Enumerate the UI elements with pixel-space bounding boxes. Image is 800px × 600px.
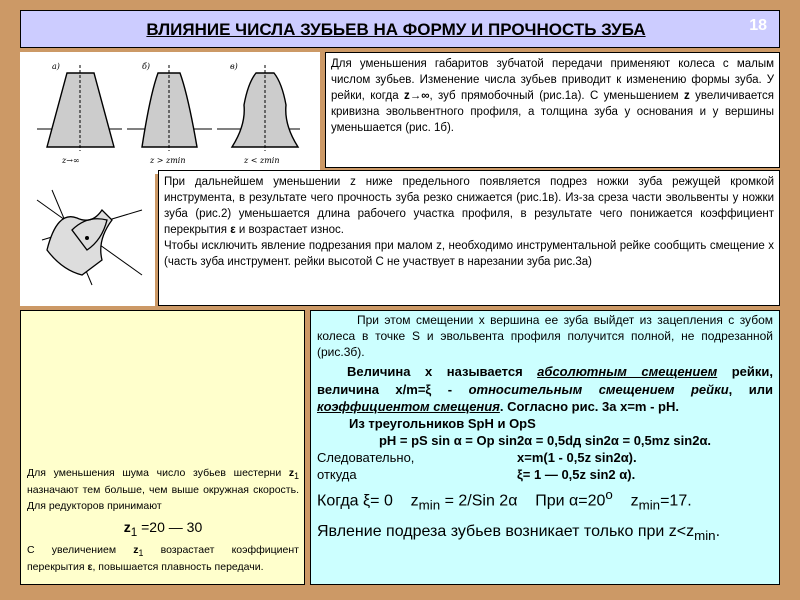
panel3-range-z: z — [123, 518, 131, 535]
panel3-text-2c: , повышается плавность передачи. — [92, 561, 264, 574]
panel4-degree: o — [605, 486, 613, 502]
panel4-zmin-line — [317, 486, 773, 515]
panel4-conclusion-sub: min — [694, 527, 716, 543]
panel4-formula-3 — [317, 466, 773, 483]
panel4-conclusion-text: Явление подреза зубьев возникает только при z<z — [317, 522, 695, 540]
panel1-text-3: увеличивается кривизна эвольвентного профиля, а толщина зуба у основания и у вершины уменьшается (рис. 1б). — [331, 90, 774, 135]
panel3-text-1: Для уменьшения шума число зубьев шестерни — [27, 467, 289, 479]
panel4-formula-2 — [317, 449, 773, 466]
panel4-zmin-z: z — [410, 491, 419, 509]
panel4-ph-formula: pH = pS sin α = Op sin2α = 0,5dд sin2α = 0,5mz sin2α. — [378, 433, 712, 449]
panel4-therefore: Следовательно, — [317, 450, 415, 466]
figure-1-tooth-shapes — [32, 55, 304, 167]
panel-undercut — [158, 170, 780, 306]
panel3-para-2 — [27, 543, 299, 576]
panel4-x-formula: x=m(1 - 0,5z sin2α). — [517, 450, 637, 466]
figure-1-svg — [32, 55, 304, 167]
panel4-triangles: Из треугольников SpH и OpS — [349, 415, 536, 431]
title-bar — [20, 10, 780, 48]
panel3-text-1b: назначают тем больше, чем выше окружная скорость. Для редукторов принимают — [27, 484, 299, 512]
fig1-label-a: а) — [52, 62, 60, 71]
panel1-text-2: , зуб прямобочный (рис.1а). С уменьшением — [429, 90, 685, 103]
panel4-formula-1 — [317, 432, 773, 449]
panel-rack-offset — [310, 310, 780, 585]
panel3-z1b-sub: 1 — [138, 548, 144, 559]
panel3-text-2b: возрастает коэффициент перекрытия — [27, 544, 299, 574]
panel1-z-arrow: z→∞ — [403, 90, 430, 103]
panel4-zmin-sub: min — [418, 497, 441, 513]
panel4-conclusion-end: . — [715, 522, 721, 540]
fig1-caption-b: z > zmin — [150, 156, 186, 165]
panel3-range-value: =20 — 30 — [137, 518, 203, 535]
panel4-zmin-sub2: min — [638, 497, 661, 513]
slide-number: 18 — [749, 17, 767, 34]
panel4-alpha: При α=20 — [535, 491, 606, 509]
panel4-text-2e: , или — [728, 381, 774, 397]
panel4-zmin-z2: z — [630, 491, 639, 509]
fig1-label-c: в) — [230, 62, 238, 71]
panel4-text-2c: рейки, величина х/m=ξ - — [317, 364, 773, 397]
panel4-text-2g: . Согласно рис. 3а х=m - pH. — [499, 398, 679, 414]
panel-noise — [20, 310, 305, 585]
panel4-text-2a: Величина х называется — [347, 364, 538, 380]
panel3-z1-sub: 1 — [294, 471, 299, 482]
panel4-whence: откуда — [317, 467, 357, 483]
panel3-z1b: z — [133, 544, 139, 557]
panel4-zmin-formula: = 2/Sin 2α — [440, 491, 518, 509]
fig1-label-b: б) — [142, 62, 151, 71]
panel-tooth-count-intro — [325, 52, 780, 168]
panel3-epsilon: ε — [87, 561, 93, 574]
figure-2-svg — [32, 180, 147, 290]
panel4-when-xi: Когда ξ= 0 — [317, 491, 393, 509]
panel4-conclusion — [317, 521, 773, 546]
panel4-xi-formula: ξ= 1 — 0,5z sin2 α). — [517, 467, 636, 483]
panel2-text-3: Чтобы исключить явление подрезания при малом z, необходимо инструментальной рейке сообщить смещение х (часть зуба инструмент. рейки высотой С не участвует в нарезании зуба рис.3а) — [164, 240, 774, 269]
panel4-para-2 — [317, 363, 773, 414]
figure-2-undercut — [32, 180, 147, 290]
panel2-epsilon: ε — [230, 224, 236, 237]
fig1-caption-a: z→∞ — [62, 156, 80, 165]
panel3-para-1 — [27, 466, 299, 515]
panel3-range-sub: 1 — [130, 525, 138, 539]
panel3-text-2a: С увеличением — [27, 544, 134, 557]
panel3-z1: z — [288, 467, 295, 479]
fig1-caption-c: z < zmin — [244, 156, 280, 165]
panel4-relative-offset: относительным смещением рейки — [468, 381, 729, 397]
panel3-range — [27, 517, 299, 541]
page-title: ВЛИЯНИЕ ЧИСЛА ЗУБЬЕВ НА ФОРМУ И ПРОЧНОСТЬ ЗУБА — [146, 20, 646, 39]
panel4-zmin-value: =17. — [660, 491, 692, 509]
panel2-text-1: При дальнейшем уменьшении z ниже предельного появляется подрез ножки зуба режущей кромкой инструмента, в результате чего прочность зуба резко снижается (рис.1в). Из-за среза части эвольвенты у ножки зуба (рис.2) уменьшается длина рабочего участка профиля, в результате чего понижается коэффициент перекрытия — [164, 176, 774, 237]
panel2-text-2: и возрастает износ. — [235, 224, 344, 237]
panel4-para-3 — [317, 415, 773, 432]
panel4-absolute-offset: абсолютным смещением — [537, 364, 718, 380]
panel1-z: z — [684, 90, 690, 103]
panel1-text-1: Для уменьшения габаритов зубчатой передачи применяют колеса с малым числом зубьев. Изменение числа зубьев приводит к изменению формы зуба. У рейки, когда — [331, 58, 774, 103]
panel4-offset-coefficient: коэффициентом смещения — [317, 398, 500, 414]
panel4-para-1: При этом смещении х вершина ее зуба выйдет из зацепления с зубом колеса в точке S и эвольвента профиля получится полной, не подрезанной (рис.3б). — [317, 313, 773, 359]
